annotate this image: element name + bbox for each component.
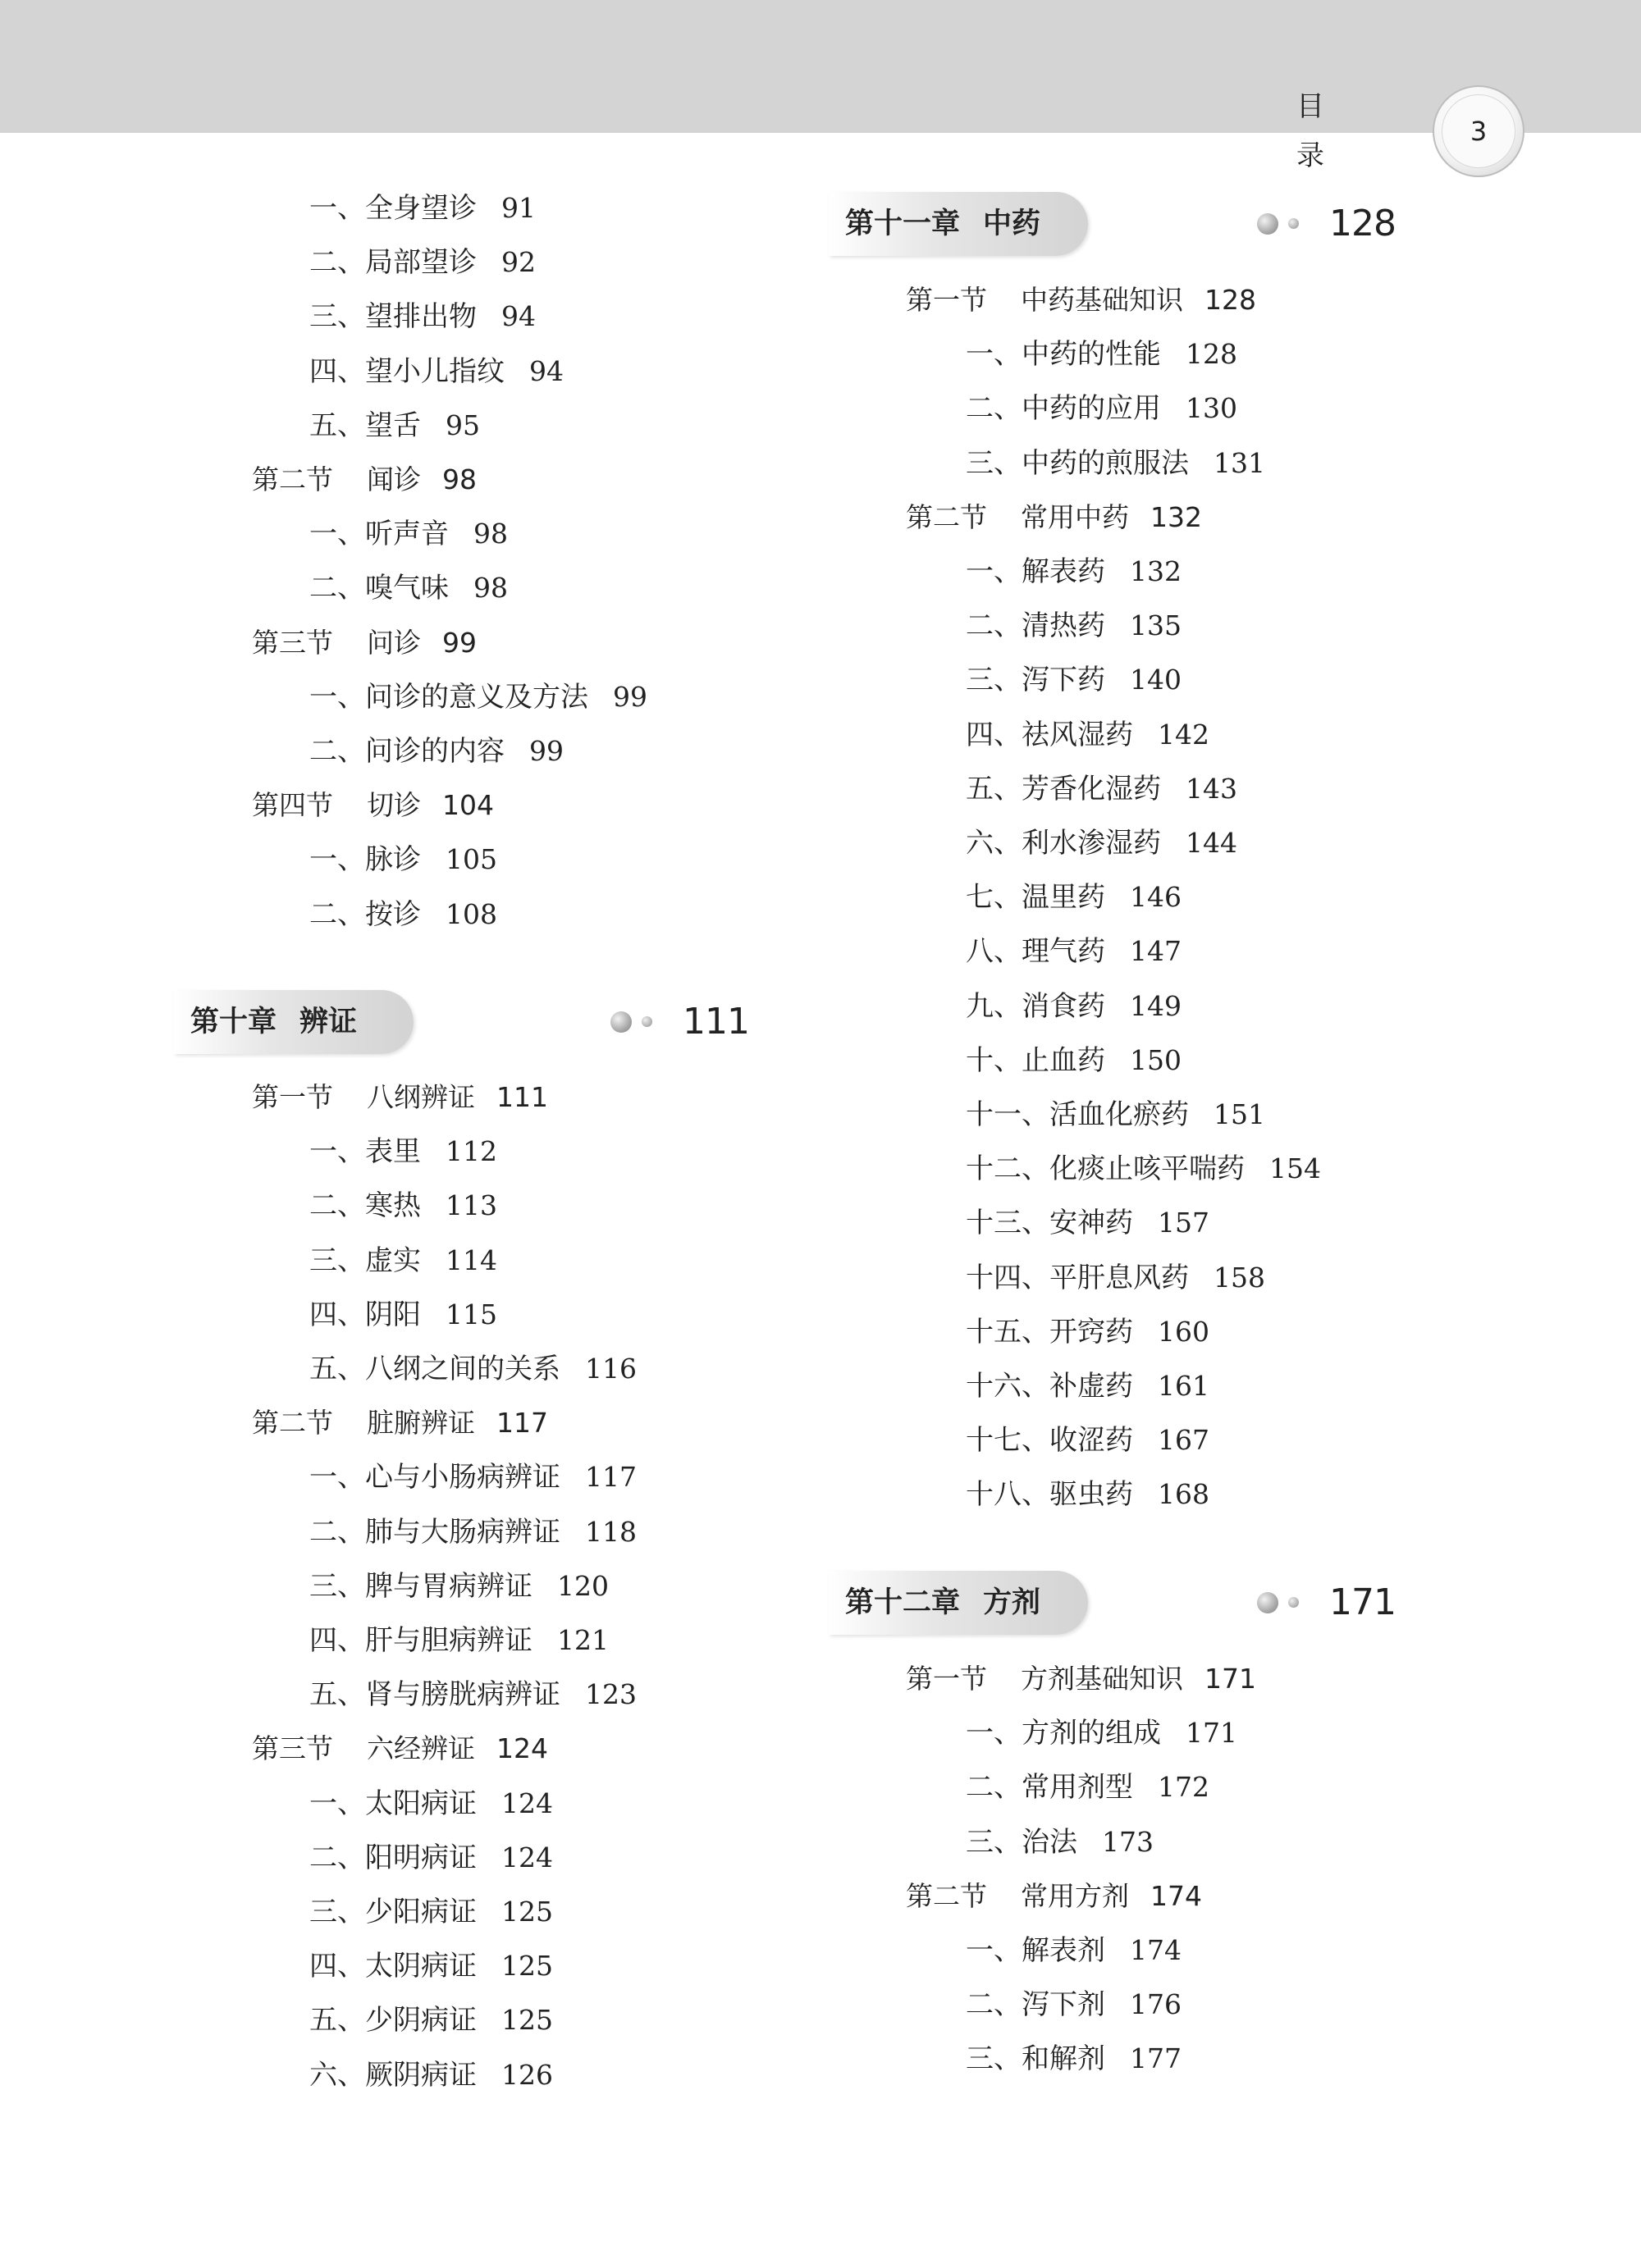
toc-entry-label: 一、太阳病证 bbox=[309, 1787, 477, 1820]
toc-entry-label: 五、八纲之间的关系 bbox=[309, 1353, 560, 1385]
toc-entry[interactable] bbox=[966, 1822, 1154, 1863]
chapter-number: 第十章 bbox=[190, 1006, 277, 1038]
toc-entry[interactable] bbox=[966, 1312, 1209, 1353]
toc-entry-label: 九、消食药 bbox=[966, 989, 1105, 1023]
toc-entry-label: 二、局部望诊 bbox=[309, 246, 477, 280]
toc-entry-label: 二、按诊 bbox=[309, 897, 421, 931]
toc-entry-page: 124 bbox=[501, 1841, 553, 1873]
toc-entry-label: 十一、活血化瘀药 bbox=[966, 1098, 1189, 1131]
toc-entry-page: 98 bbox=[473, 572, 508, 605]
section-number: 第一节 bbox=[906, 284, 987, 316]
toc-entry-label: 十四、平肝息风药 bbox=[966, 1261, 1189, 1294]
toc-entry-label: 六、利水渗湿药 bbox=[966, 827, 1161, 860]
toc-entry[interactable] bbox=[966, 443, 1265, 484]
toc-entry-page: 144 bbox=[1186, 827, 1237, 859]
toc-entry-page: 98 bbox=[473, 518, 508, 550]
toc-entry[interactable] bbox=[966, 1984, 1182, 2025]
chapter-page: 128 bbox=[1329, 203, 1396, 244]
toc-entry[interactable] bbox=[309, 1620, 609, 1661]
toc-entry-page: 158 bbox=[1214, 1261, 1265, 1294]
toc-entry[interactable] bbox=[966, 334, 1237, 375]
page-header-title: 目 录 bbox=[1296, 90, 1342, 172]
toc-section[interactable] bbox=[252, 459, 477, 500]
toc-entry-label: 四、阴阳 bbox=[309, 1298, 421, 1331]
toc-entry-page: 131 bbox=[1214, 446, 1265, 479]
toc-entry[interactable] bbox=[966, 931, 1182, 972]
toc-entry-label: 一、中药的性能 bbox=[966, 338, 1161, 372]
section-number: 第一节 bbox=[252, 1081, 333, 1113]
toc-entry-page: 157 bbox=[1158, 1207, 1209, 1239]
toc-entry-page: 116 bbox=[585, 1353, 637, 1385]
chapter-page: 111 bbox=[683, 1001, 749, 1043]
toc-entry[interactable] bbox=[309, 731, 564, 772]
toc-entry[interactable] bbox=[309, 894, 497, 935]
section-title: 方剂基础知识 bbox=[1021, 1663, 1183, 1695]
section-title: 问诊 bbox=[367, 626, 421, 659]
toc-entry-page: 108 bbox=[446, 897, 497, 930]
section-number: 第二节 bbox=[252, 1407, 333, 1440]
toc-entry-page: 94 bbox=[501, 300, 536, 333]
toc-entry[interactable] bbox=[966, 1366, 1209, 1407]
toc-entry-page: 95 bbox=[446, 408, 480, 441]
page-number: 3 bbox=[1442, 94, 1515, 168]
toc-entry[interactable] bbox=[309, 1294, 497, 1335]
toc-entry[interactable] bbox=[309, 1131, 497, 1172]
section-number: 第三节 bbox=[252, 626, 333, 659]
toc-entry-page: 91 bbox=[501, 192, 536, 224]
toc-entry-label: 二、嗅气味 bbox=[309, 572, 449, 605]
toc-entry-label: 一、全身望诊 bbox=[309, 192, 477, 225]
toc-entry-label: 十七、收涩药 bbox=[966, 1424, 1133, 1458]
toc-entry-label: 二、泻下剂 bbox=[966, 1988, 1105, 2022]
toc-entry-label: 二、常用剂型 bbox=[966, 1771, 1133, 1805]
toc-entry-page: 168 bbox=[1158, 1478, 1209, 1511]
section-number: 第二节 bbox=[906, 1879, 987, 1912]
toc-entry[interactable] bbox=[309, 839, 497, 880]
toc-entry-page: 94 bbox=[529, 354, 564, 387]
toc-entry-page: 135 bbox=[1130, 609, 1182, 642]
section-title: 八纲辨证 bbox=[367, 1081, 475, 1113]
section-title: 脏腑辨证 bbox=[367, 1407, 475, 1440]
section-page: 111 bbox=[496, 1081, 548, 1113]
toc-entry-label: 二、问诊的内容 bbox=[309, 735, 505, 768]
toc-entry-page: 118 bbox=[585, 1515, 637, 1548]
toc-entry-label: 二、寒热 bbox=[309, 1189, 421, 1223]
toc-entry-page: 125 bbox=[501, 1950, 553, 1983]
toc-entry[interactable] bbox=[966, 2038, 1182, 2079]
toc-entry-page: 161 bbox=[1158, 1370, 1209, 1402]
toc-entry-label: 三、泻下药 bbox=[966, 664, 1105, 697]
chapter-heading[interactable] bbox=[829, 192, 1411, 256]
toc-entry[interactable] bbox=[966, 659, 1182, 700]
section-title: 常用中药 bbox=[1021, 500, 1129, 533]
toc-entry[interactable] bbox=[966, 551, 1182, 592]
toc-entry-page: 173 bbox=[1102, 1825, 1154, 1858]
toc-entry-label: 五、少阴病证 bbox=[309, 2004, 477, 2038]
toc-entry-label: 五、望舌 bbox=[309, 408, 421, 442]
toc-entry-page: 146 bbox=[1130, 881, 1182, 914]
toc-entry-page: 126 bbox=[501, 2058, 553, 2091]
toc-entry[interactable] bbox=[309, 1348, 637, 1390]
toc-entry-page: 171 bbox=[1186, 1717, 1237, 1750]
toc-entry-page: 117 bbox=[585, 1461, 637, 1494]
toc-entry[interactable] bbox=[309, 296, 536, 337]
section-page: 98 bbox=[442, 463, 477, 495]
toc-entry-page: 99 bbox=[613, 680, 647, 713]
toc-entry-page: 167 bbox=[1158, 1424, 1209, 1457]
toc-entry-label: 五、肾与膀胱病辨证 bbox=[309, 1678, 560, 1712]
toc-entry-label: 三、和解剂 bbox=[966, 2042, 1105, 2076]
toc-entry-label: 三、治法 bbox=[966, 1825, 1077, 1859]
toc-entry-label: 一、解表剂 bbox=[966, 1934, 1105, 1967]
header-band bbox=[0, 0, 1641, 172]
toc-entry[interactable] bbox=[966, 1257, 1265, 1298]
toc-entry-page: 149 bbox=[1130, 989, 1182, 1022]
toc-entry-label: 三、脾与胃病辨证 bbox=[309, 1569, 533, 1603]
toc-entry-page: 176 bbox=[1130, 1988, 1182, 2021]
toc-entry[interactable] bbox=[309, 1566, 609, 1607]
toc-entry-page: 147 bbox=[1130, 935, 1182, 968]
section-page: 174 bbox=[1150, 1879, 1202, 1912]
chapter-name: 中药 bbox=[983, 208, 1041, 240]
toc-entry-page: 125 bbox=[501, 2004, 553, 2037]
toc-entry[interactable] bbox=[309, 1512, 637, 1553]
toc-entry[interactable] bbox=[966, 1767, 1209, 1808]
toc-section[interactable] bbox=[906, 1659, 1256, 1700]
section-title: 中药基础知识 bbox=[1021, 284, 1183, 316]
toc-entry-page: 160 bbox=[1158, 1315, 1209, 1348]
toc-entry-label: 二、阳明病证 bbox=[309, 1841, 477, 1874]
toc-entry[interactable] bbox=[309, 1783, 553, 1824]
toc-entry[interactable] bbox=[966, 714, 1209, 755]
toc-entry[interactable] bbox=[309, 351, 564, 392]
chapter-number: 第十二章 bbox=[845, 1586, 961, 1619]
bullet-dot-small-icon bbox=[1288, 218, 1299, 229]
bullet-dot-large-icon bbox=[1257, 213, 1278, 235]
bullet-dot-small-icon bbox=[642, 1016, 652, 1027]
toc-entry[interactable] bbox=[966, 1040, 1182, 1081]
toc-entry[interactable] bbox=[309, 568, 508, 609]
toc-entry-label: 一、解表药 bbox=[966, 555, 1105, 588]
toc-section[interactable] bbox=[252, 1077, 548, 1118]
toc-entry[interactable] bbox=[309, 188, 536, 229]
toc-entry[interactable] bbox=[309, 1457, 637, 1498]
toc-entry-label: 八、理气药 bbox=[966, 935, 1105, 969]
section-number: 第三节 bbox=[252, 1732, 333, 1765]
section-number: 第一节 bbox=[906, 1663, 987, 1695]
section-page: 124 bbox=[496, 1732, 548, 1765]
toc-entry-label: 五、芳香化湿药 bbox=[966, 772, 1161, 805]
toc-entry-page: 177 bbox=[1130, 2042, 1182, 2075]
chapter-title bbox=[845, 192, 1040, 256]
toc-entry[interactable] bbox=[966, 388, 1237, 429]
toc-entry-page: 140 bbox=[1130, 664, 1182, 696]
toc-entry[interactable] bbox=[309, 1892, 553, 1933]
bullet-dot-small-icon bbox=[1288, 1597, 1299, 1608]
toc-entry-page: 113 bbox=[446, 1189, 497, 1222]
toc-section[interactable] bbox=[252, 1403, 548, 1444]
page-number-badge bbox=[1433, 85, 1524, 177]
toc-entry-page: 130 bbox=[1186, 392, 1237, 425]
chapter-name: 辨证 bbox=[299, 1006, 358, 1038]
toc-entry[interactable] bbox=[966, 1148, 1321, 1189]
toc-entry[interactable] bbox=[309, 1674, 637, 1715]
toc-entry[interactable] bbox=[309, 1240, 497, 1281]
toc-section[interactable] bbox=[252, 785, 494, 826]
toc-entry-page: 154 bbox=[1269, 1152, 1321, 1185]
toc-entry-label: 四、祛风湿药 bbox=[966, 718, 1133, 751]
toc-entry-label: 十六、补虚药 bbox=[966, 1370, 1133, 1403]
toc-entry-page: 132 bbox=[1130, 555, 1182, 587]
toc-entry-page: 128 bbox=[1186, 338, 1237, 371]
toc-section[interactable] bbox=[906, 1876, 1202, 1917]
toc-entry-label: 四、望小儿指纹 bbox=[309, 354, 505, 388]
toc-entry-page: 121 bbox=[557, 1624, 609, 1656]
toc-entry-label: 一、问诊的意义及方法 bbox=[309, 680, 588, 714]
toc-entry-label: 四、太阴病证 bbox=[309, 1950, 477, 1983]
toc-section[interactable] bbox=[252, 623, 477, 664]
toc-entry-label: 二、肺与大肠病辨证 bbox=[309, 1515, 560, 1549]
chapter-heading[interactable] bbox=[829, 1571, 1411, 1635]
toc-entry[interactable] bbox=[309, 677, 647, 718]
toc-entry-label: 十五、开窍药 bbox=[966, 1315, 1133, 1348]
toc-entry-page: 115 bbox=[446, 1298, 497, 1330]
toc-entry-page: 151 bbox=[1214, 1098, 1265, 1130]
toc-entry-label: 三、少阳病证 bbox=[309, 1896, 477, 1928]
toc-entry-label: 二、中药的应用 bbox=[966, 392, 1161, 426]
toc-entry-page: 125 bbox=[501, 1896, 553, 1928]
toc-entry[interactable] bbox=[966, 877, 1182, 918]
bullet-dot-large-icon bbox=[1257, 1592, 1278, 1613]
toc-section[interactable] bbox=[252, 1728, 548, 1769]
toc-entry[interactable] bbox=[966, 986, 1182, 1027]
section-page: 104 bbox=[442, 789, 494, 822]
chapter-heading[interactable] bbox=[174, 990, 765, 1054]
toc-entry-page: 120 bbox=[557, 1569, 609, 1602]
toc-entry[interactable] bbox=[966, 1202, 1209, 1244]
toc-entry[interactable] bbox=[966, 1474, 1209, 1515]
toc-entry-label: 十、止血药 bbox=[966, 1043, 1105, 1077]
toc-entry-label: 四、肝与胆病辨证 bbox=[309, 1624, 533, 1657]
toc-entry-page: 174 bbox=[1130, 1934, 1182, 1966]
toc-entry-page: 124 bbox=[501, 1787, 553, 1819]
toc-entry[interactable] bbox=[309, 2000, 553, 2041]
toc-entry-label: 七、温里药 bbox=[966, 881, 1105, 915]
chapter-name: 方剂 bbox=[983, 1586, 1041, 1619]
toc-entry[interactable] bbox=[309, 405, 480, 446]
toc-entry[interactable] bbox=[966, 1930, 1182, 1971]
toc-entry[interactable] bbox=[309, 1946, 553, 1987]
toc-entry[interactable] bbox=[966, 1713, 1237, 1754]
toc-entry[interactable] bbox=[309, 1837, 553, 1878]
toc-entry-label: 六、厥阴病证 bbox=[309, 2058, 477, 2092]
section-page: 171 bbox=[1204, 1663, 1256, 1695]
section-title: 闻诊 bbox=[367, 463, 421, 495]
toc-entry-label: 十八、驱虫药 bbox=[966, 1478, 1133, 1512]
toc-entry[interactable] bbox=[309, 2055, 553, 2096]
toc-entry-label: 十二、化痰止咳平喘药 bbox=[966, 1152, 1245, 1186]
chapter-title bbox=[190, 990, 357, 1054]
toc-entry[interactable] bbox=[309, 513, 508, 554]
toc-entry-page: 99 bbox=[529, 735, 564, 767]
section-title: 常用方剂 bbox=[1021, 1879, 1129, 1912]
toc-entry-label: 三、望排出物 bbox=[309, 300, 477, 334]
toc-entry[interactable] bbox=[966, 605, 1182, 646]
toc-entry-label: 二、清热药 bbox=[966, 609, 1105, 643]
section-page: 128 bbox=[1204, 284, 1256, 316]
bullet-dot-large-icon bbox=[610, 1011, 632, 1033]
toc-entry-label: 一、方剂的组成 bbox=[966, 1717, 1161, 1750]
toc-entry-label: 三、中药的煎服法 bbox=[966, 446, 1189, 480]
chapter-page: 171 bbox=[1329, 1581, 1396, 1623]
section-title: 切诊 bbox=[367, 789, 421, 822]
section-page: 117 bbox=[496, 1407, 548, 1440]
toc-entry-page: 143 bbox=[1186, 772, 1237, 805]
toc-entry[interactable] bbox=[966, 1420, 1209, 1461]
toc-entry-label: 三、虚实 bbox=[309, 1244, 421, 1277]
section-number: 第二节 bbox=[906, 500, 987, 533]
toc-entry-label: 一、心与小肠病辨证 bbox=[309, 1461, 560, 1495]
chapter-number: 第十一章 bbox=[845, 208, 961, 240]
toc-entry[interactable] bbox=[966, 769, 1237, 810]
toc-entry-page: 92 bbox=[501, 246, 536, 279]
toc-entry-page: 142 bbox=[1158, 718, 1209, 751]
toc-entry[interactable] bbox=[966, 1094, 1265, 1135]
toc-section[interactable] bbox=[906, 280, 1256, 321]
toc-entry[interactable] bbox=[966, 823, 1237, 864]
toc-entry-label: 一、脉诊 bbox=[309, 843, 421, 877]
toc-entry-page: 172 bbox=[1158, 1771, 1209, 1804]
toc-entry-page: 114 bbox=[446, 1244, 497, 1276]
toc-entry[interactable] bbox=[309, 242, 536, 283]
toc-section[interactable] bbox=[906, 497, 1202, 538]
section-page: 132 bbox=[1150, 500, 1202, 533]
toc-entry-page: 150 bbox=[1130, 1043, 1182, 1076]
toc-entry-page: 112 bbox=[446, 1135, 497, 1168]
toc-entry-label: 一、听声音 bbox=[309, 518, 449, 551]
toc-entry-label: 一、表里 bbox=[309, 1135, 421, 1169]
toc-entry-label: 十三、安神药 bbox=[966, 1207, 1133, 1240]
toc-entry-page: 123 bbox=[585, 1678, 637, 1711]
section-number: 第四节 bbox=[252, 789, 333, 822]
toc-entry-page: 105 bbox=[446, 843, 497, 876]
section-title: 六经辨证 bbox=[367, 1732, 475, 1765]
chapter-title bbox=[845, 1571, 1040, 1635]
section-number: 第二节 bbox=[252, 463, 333, 495]
section-page: 99 bbox=[442, 626, 477, 659]
toc-entry[interactable] bbox=[309, 1185, 497, 1226]
